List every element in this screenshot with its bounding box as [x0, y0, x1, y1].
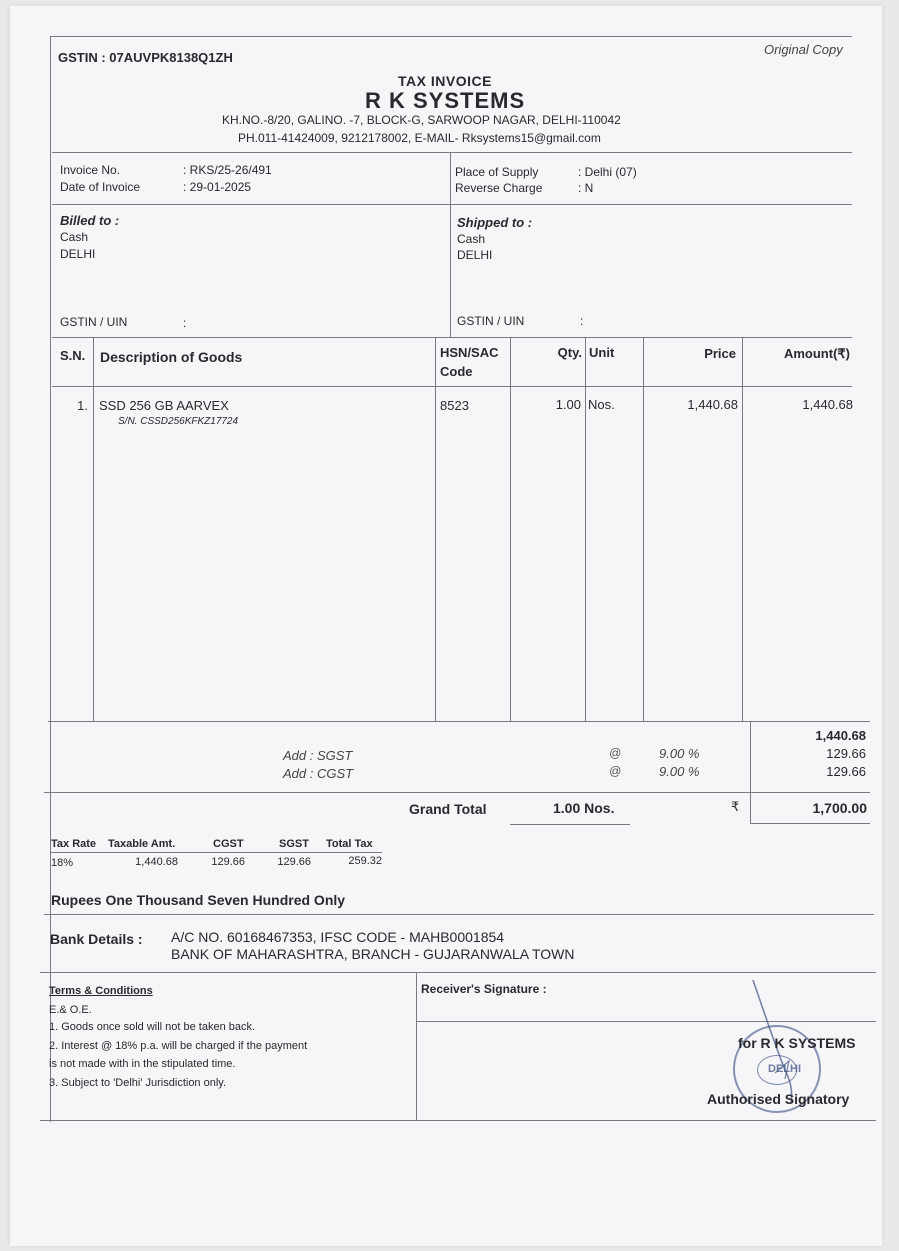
table-top: [52, 337, 852, 338]
billed-title: Billed to :: [60, 213, 120, 228]
th-unit: Unit: [589, 345, 615, 360]
sgst-rate: 9.00 %: [659, 746, 700, 761]
divider-header: [52, 152, 852, 153]
row1-amount: 1,440.68: [802, 397, 853, 412]
divider-billed-shipped: [450, 152, 451, 337]
shipped-name: Cash: [457, 232, 486, 246]
authorised-signatory: Authorised Signatory: [707, 1091, 850, 1107]
grand-total-amount: 1,700.00: [812, 800, 867, 816]
th-desc: Description of Goods: [100, 349, 243, 365]
subtotal: 1,440.68: [815, 728, 866, 743]
col-unit-divider: [643, 337, 644, 722]
sgst-label: Add : SGST: [283, 748, 353, 763]
cgst-label: Add : CGST: [283, 766, 354, 781]
company-name: R K SYSTEMS: [365, 88, 526, 113]
th-amount: Amount(₹): [783, 346, 850, 361]
tax-h-sgst: SGST: [279, 838, 309, 850]
col-desc-divider: [435, 337, 436, 722]
tax-h-total: Total Tax: [326, 838, 373, 850]
th-hsn1: HSN/SAC: [440, 345, 499, 360]
receiver-divider: [416, 1021, 876, 1022]
tax-h-cgst: CGST: [213, 838, 244, 850]
row1-unit: Nos.: [588, 397, 615, 412]
amount-divider: [750, 721, 751, 824]
th-qty: Qty.: [557, 345, 582, 360]
terms-divider: [416, 972, 417, 1120]
row1-sn: 1.: [77, 398, 88, 413]
bank-label: Bank Details :: [50, 931, 143, 947]
grand-amt-underline: [750, 823, 870, 824]
terms-line-3: is not made with in the stipulated time.: [49, 1058, 236, 1070]
doc-type: TAX INVOICE: [398, 73, 492, 89]
for-company: for R K SYSTEMS: [738, 1035, 856, 1051]
company-address: KH.NO.-8/20, GALINO. -7, BLOCK-G, SARWOOP NAGAR, DELHI-110042: [222, 113, 621, 127]
divider-invoice: [52, 204, 852, 205]
cgst-rate: 9.00 %: [659, 764, 700, 779]
grand-total-label: Grand Total: [409, 801, 487, 817]
frame-top: [50, 36, 852, 37]
terms-line-2: 2. Interest @ 18% p.a. will be charged if the payment: [49, 1040, 308, 1052]
col-qty-divider: [585, 337, 586, 722]
row1-desc: SSD 256 GB AARVEX: [99, 398, 229, 413]
bank-line1: A/C NO. 60168467353, IFSC CODE - MAHB0001854: [171, 929, 505, 945]
grand-total-top: [44, 792, 870, 793]
company-contact: PH.011-41424009, 9212178002, E-MAIL- Rksystems15@gmail.com: [238, 131, 601, 145]
col-price-divider: [742, 337, 743, 722]
tax-cgst: 129.66: [211, 856, 245, 868]
billed-name: Cash: [60, 230, 89, 244]
grand-qty-underline: [510, 824, 630, 825]
shipped-title: Shipped to :: [457, 215, 533, 230]
receiver-signature-label: Receiver's Signature :: [421, 982, 547, 996]
tax-summary-divider: [50, 852, 382, 853]
tax-rate: 18%: [51, 857, 74, 869]
th-hsn2: Code: [440, 364, 473, 379]
invoice-date-value: : 29-01-2025: [183, 180, 252, 194]
supply-label: Place of Supply: [455, 165, 539, 179]
col-sn-divider: [93, 337, 94, 722]
reverse-value: : N: [578, 181, 594, 195]
invoice-no-label: Invoice No.: [60, 163, 121, 177]
bank-line2: BANK OF MAHARASHTRA, BRANCH - GUJARANWALA TOWN: [171, 946, 575, 962]
invoice-date-label: Date of Invoice: [60, 180, 141, 194]
billed-gstin-value: :: [183, 316, 187, 330]
copy-label: Original Copy: [764, 42, 843, 57]
reverse-label: Reverse Charge: [455, 181, 543, 195]
terms-title: Terms & Conditions: [49, 985, 153, 997]
tax-sgst: 129.66: [277, 856, 311, 868]
cgst-at: @: [609, 764, 622, 778]
frame-left: [50, 36, 51, 1122]
tax-h-taxable: Taxable Amt.: [108, 838, 176, 850]
rupee-icon: ₹: [731, 799, 740, 814]
terms-line-0: E.& O.E.: [49, 1004, 92, 1016]
row1-serial: S/N. CSSD256KFKZ17724: [118, 416, 239, 427]
tax-taxable: 1,440.68: [135, 856, 178, 868]
shipped-gstin-value: :: [580, 314, 584, 328]
sgst-amount: 129.66: [826, 746, 866, 761]
row1-qty: 1.00: [555, 397, 581, 412]
stamp-city: DELHI: [768, 1063, 801, 1075]
terms-line-4: 3. Subject to 'Delhi' Jurisdiction only.: [49, 1077, 227, 1089]
th-sn: S.N.: [60, 348, 86, 363]
sgst-at: @: [609, 746, 622, 760]
billed-city: DELHI: [60, 247, 96, 261]
invoice-no-value: : RKS/25-26/491: [183, 163, 272, 177]
grand-total-qty: 1.00 Nos.: [553, 800, 615, 816]
footer-bottom: [40, 1120, 876, 1121]
th-price: Price: [704, 346, 736, 361]
supply-value: : Delhi (07): [578, 165, 637, 179]
shipped-gstin-label: GSTIN / UIN: [457, 314, 525, 328]
billed-gstin-label: GSTIN / UIN: [60, 315, 128, 329]
table-header-bottom: [52, 386, 852, 387]
tax-h-rate: Tax Rate: [51, 838, 97, 850]
amount-in-words: Rupees One Thousand Seven Hundred Only: [51, 892, 346, 908]
row1-hsn: 8523: [440, 398, 469, 413]
terms-line-1: 1. Goods once sold will not be taken back.: [49, 1021, 256, 1033]
tax-total: 259.32: [348, 855, 382, 867]
bank-divider: [40, 972, 876, 973]
row1-price: 1,440.68: [687, 397, 738, 412]
shipped-city: DELHI: [457, 248, 493, 262]
gstin-header: GSTIN : 07AUVPK8138Q1ZH: [58, 50, 233, 65]
cgst-amount: 129.66: [826, 764, 866, 779]
col-hsn-divider: [510, 337, 511, 722]
words-divider: [44, 914, 874, 915]
table-bottom: [48, 721, 870, 722]
